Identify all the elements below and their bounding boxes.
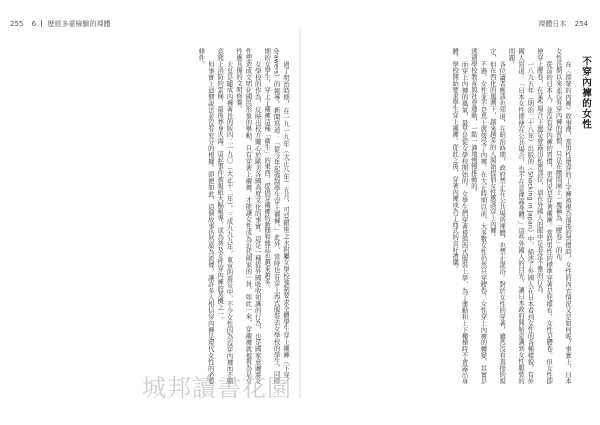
left-page-number: 255 — [10, 20, 24, 28]
running-head: 裸體日本 — [538, 20, 567, 28]
right-paragraph-2: 從前的日本人，並沒有穿內褲的習慣，更何況是穿著襯褲。當時男性的標準穿著是兜襠布，女性是腰卷。但女性即使穿上腰卷，在某些場合下還是會露出私密部位，這在外國人的眼中是非常不雅的行為。 — [535, 48, 553, 384]
right-paragraph-1: 在〈群眾的內褲〉故事裡，當男性還穿的丁字褲被視為落後的習慣時，女性的內衣情況又是如何呢？事實上，日本女性長期以來並沒有穿內褲的習慣，只是在腰間圍上一塊稱為「腰卷」的布。 — [554, 48, 571, 384]
right-paragraph-3: 一八九五年（明治二十八年）出版的《Shocking in Japan》中，描述了外國人在日本看到女性的各種樣貌。有外國人寫道：「日本女性即使在公共場合，也不在意裸露身體。」這些外國人的目光，讓日本政府開始意識到女性服裝的問題。 — [507, 48, 534, 384]
right-page-number: 254 — [574, 20, 588, 28]
chapter-title: 歷經多重檢驗的裸體 — [47, 20, 111, 28]
right-body-text — [322, 48, 572, 384]
left-paragraph-4: 但事實上這個說法並沒有充分的根據。即便如此，這個故事仍然廣為流傳，讓許多人相信穿內褲是現代女性的必要條件。 — [197, 48, 214, 384]
watermark-logo: 城邦讀書花園 — [142, 374, 292, 402]
section-title: 不穿內褲的女性 — [580, 56, 591, 130]
left-paragraph-1: 過了明治時期，在一九一九年（大正八年）五月，可見銀座之水附屬女學校強制要求全體學生穿上襯褲（下穿／drawers）的報導。新聞寫道：「從今年起強制學生穿上襯褲。」此外，當時也有穿上西式服裝去女學校的學生。同時期的女學生，穿上了襯褲這種「衛生」的東西，提倡穿襯褲的新聞和雜誌也越來越多。 — [263, 48, 289, 384]
chapter-number: 6 — [31, 20, 37, 28]
right-page-header — [538, 19, 588, 29]
header-divider — [41, 20, 42, 27]
left-paragraph-3: 天皇是隨成內褲著長的版四二一九〇（大正十二年）。三成九九九年，東京的震災中，不少女性因為沒穿內褲而不願意爬上消防的雲梯，最後葬身火海。這起事件被報紙大幅報導，成為普及女性穿內褲的契機之一。 — [216, 48, 233, 384]
left-body-text — [100, 48, 290, 384]
right-paragraph-4: 各位讀者應該也知道，在明治時期，政府禁止在公共場所裸體，也禁止混浴。對於女性的穿著，雖然沒有直接的規定，但在西化的風潮下，越來越多的人開始提倡女性應該穿上內褲。 — [488, 48, 506, 384]
right-paragraph-5: 不過，女性並不是馬上就接受了內褲。在大正時期以前，大多數女性仍然只穿腰卷。女性穿上內褲的轉變，其實是透過學校教育與社會運動，一點一滴地慢慢推動的。 — [469, 48, 487, 384]
right-page — [300, 0, 600, 425]
left-paragraph-2: 女學校的作為，反映出校方關心於歐美各國高度文化的事實。這是一種從外國吸收知識的行為，也是國家意圖將女性塑造成文明化國民形象的舉動。只有穿著上襯褲，才能讓女性成為近代國家的一員。如此一來，穿襯褲就被視為是女性應具備的文明修養。 — [234, 48, 261, 384]
left-page-header — [10, 19, 111, 29]
right-paragraph-6: 而穿上內褲的風氣，最早是從女學校開始的。女學生們穿著袴與西式服裝上學，為了運動和上下樓梯時不會露出身體，學校開始要求學生穿上襯褲。從此之後，穿著內褲成為了西式的良好禮儀。 — [451, 48, 468, 384]
